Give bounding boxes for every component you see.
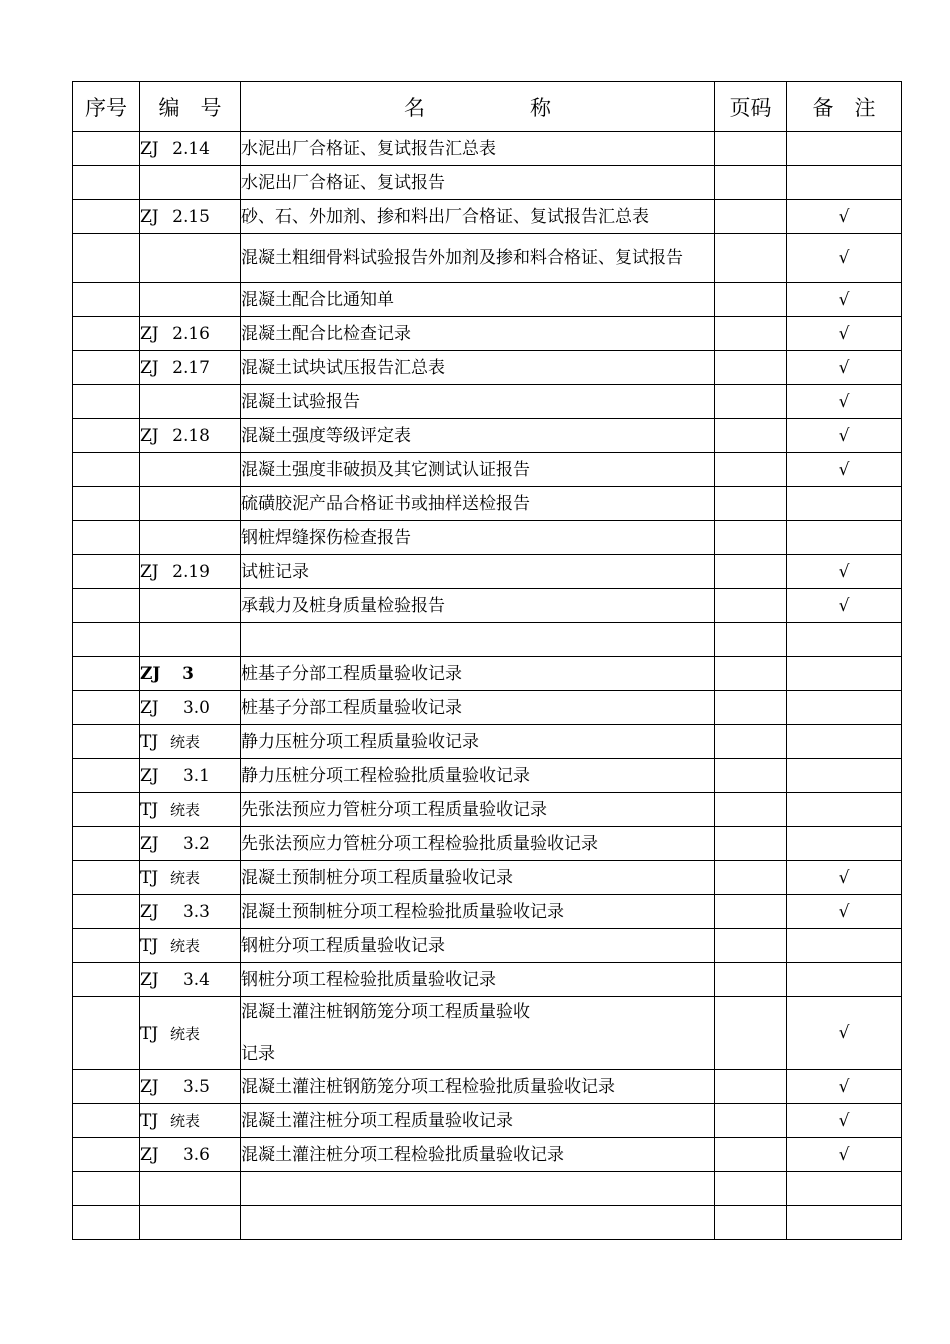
name-cell: 静力压桩分项工程检验批质量验收记录 [241, 759, 715, 793]
name-cell: 先张法预应力管桩分项工程质量验收记录 [241, 793, 715, 827]
page-cell [715, 691, 787, 725]
code-prefix: TJ [140, 936, 159, 956]
code-prefix: TJ [140, 1111, 159, 1131]
page-cell [715, 589, 787, 623]
code-number: 2.18 [172, 425, 210, 446]
code-prefix: ZJ [140, 323, 159, 344]
name-cell: 混凝土粗细骨料试验报告外加剂及掺和料合格证、复试报告 [241, 234, 715, 283]
code-suffix: 统表 [170, 1112, 201, 1130]
seq-cell [73, 200, 140, 234]
code-number: 3.1 [182, 765, 210, 786]
table-row [73, 419, 902, 453]
code-number: 2.16 [172, 323, 210, 344]
code-cell [140, 1070, 241, 1104]
name-cell: 砂、石、外加剂、掺和料出厂合格证、复试报告汇总表 [241, 200, 715, 234]
code-cell [140, 657, 241, 691]
header-note: 备 注 [787, 82, 902, 132]
note-check-mark [787, 691, 902, 725]
page-cell [715, 1070, 787, 1104]
note-check-mark [787, 759, 902, 793]
note-check-mark: √ [787, 861, 902, 895]
code-prefix: ZJ [140, 765, 159, 786]
note-check-mark: √ [787, 555, 902, 589]
table-row [73, 1172, 902, 1206]
note-check-mark [787, 929, 902, 963]
code-prefix: TJ [140, 732, 159, 752]
seq-cell [73, 861, 140, 895]
name-cell: 水泥出厂合格证、复试报告汇总表 [241, 132, 715, 166]
note-check-mark: √ [787, 453, 902, 487]
name-cell: 混凝土配合比通知单 [241, 283, 715, 317]
name-cell: 静力压桩分项工程质量验收记录 [241, 725, 715, 759]
note-check-mark: √ [787, 1104, 902, 1138]
page-cell [715, 487, 787, 521]
code-suffix: 统表 [170, 869, 201, 887]
note-check-mark: √ [787, 1138, 902, 1172]
code-prefix: ZJ [140, 833, 159, 854]
seq-cell [73, 317, 140, 351]
code-cell [140, 827, 241, 861]
table-row [73, 861, 902, 895]
code-number: 2.19 [172, 561, 210, 582]
code-number: 3.5 [182, 1076, 210, 1097]
name-cell: 桩基子分部工程质量验收记录 [241, 691, 715, 725]
page-cell [715, 555, 787, 589]
note-check-mark [787, 623, 902, 657]
table-body [73, 132, 902, 1240]
seq-cell [73, 1138, 140, 1172]
seq-cell [73, 895, 140, 929]
name-cell: 水泥出厂合格证、复试报告 [241, 166, 715, 200]
code-prefix: ZJ [140, 1144, 159, 1165]
seq-cell [73, 453, 140, 487]
table-row [73, 555, 902, 589]
name-cell: 混凝土强度等级评定表 [241, 419, 715, 453]
code-number: 3.2 [182, 833, 210, 854]
code-cell [140, 691, 241, 725]
note-check-mark: √ [787, 283, 902, 317]
code-cell [140, 419, 241, 453]
name-cell: 混凝土灌注桩钢筋笼分项工程检验批质量验收记录 [241, 1070, 715, 1104]
seq-cell [73, 759, 140, 793]
note-check-mark [787, 725, 902, 759]
name-cell: 硫磺胶泥产品合格证书或抽样送检报告 [241, 487, 715, 521]
table-row [73, 725, 902, 759]
code-suffix: 统表 [170, 733, 201, 751]
page-cell [715, 1206, 787, 1240]
seq-cell [73, 929, 140, 963]
seq-cell [73, 487, 140, 521]
note-check-mark: √ [787, 234, 902, 283]
table-row [73, 317, 902, 351]
page-cell [715, 929, 787, 963]
name-cell [241, 1206, 715, 1240]
note-check-mark [787, 166, 902, 200]
seq-cell [73, 385, 140, 419]
table-row [73, 691, 902, 725]
note-check-mark: √ [787, 200, 902, 234]
table-row [73, 1206, 902, 1240]
page-cell [715, 827, 787, 861]
document-index-table [72, 81, 902, 1240]
name-cell [241, 1172, 715, 1206]
table-row [73, 385, 902, 419]
table-row [73, 132, 902, 166]
seq-cell [73, 351, 140, 385]
code-cell [140, 283, 241, 317]
seq-cell [73, 691, 140, 725]
table-row [73, 759, 902, 793]
code-prefix: ZJ [140, 138, 159, 159]
code-suffix: 统表 [170, 937, 201, 955]
code-cell [140, 1138, 241, 1172]
page-cell [715, 234, 787, 283]
page-cell [715, 1172, 787, 1206]
code-cell [140, 895, 241, 929]
note-check-mark [787, 1206, 902, 1240]
seq-cell [73, 793, 140, 827]
table-row [73, 487, 902, 521]
page-cell [715, 419, 787, 453]
code-cell [140, 759, 241, 793]
seq-cell [73, 589, 140, 623]
code-cell [140, 166, 241, 200]
table-row [73, 1138, 902, 1172]
code-cell [140, 521, 241, 555]
table-row [73, 1104, 902, 1138]
header-name: 名 称 [241, 82, 715, 132]
page-cell [715, 351, 787, 385]
note-check-mark [787, 487, 902, 521]
name-cell [241, 997, 715, 1070]
seq-cell [73, 521, 140, 555]
note-check-mark: √ [787, 895, 902, 929]
code-cell [140, 725, 241, 759]
page-cell [715, 623, 787, 657]
name-cell: 钢桩焊缝探伤检查报告 [241, 521, 715, 555]
name-cell: 混凝土试验报告 [241, 385, 715, 419]
page-cell [715, 453, 787, 487]
code-number: 2.15 [172, 206, 210, 227]
note-check-mark [787, 963, 902, 997]
seq-cell [73, 827, 140, 861]
seq-cell [73, 166, 140, 200]
table-row [73, 453, 902, 487]
seq-cell [73, 419, 140, 453]
note-check-mark [787, 1172, 902, 1206]
code-cell [140, 385, 241, 419]
code-cell [140, 1104, 241, 1138]
code-cell [140, 1206, 241, 1240]
page-cell [715, 657, 787, 691]
note-check-mark: √ [787, 1070, 902, 1104]
code-prefix: ZJ [140, 357, 159, 378]
name-cell: 钢桩分项工程质量验收记录 [241, 929, 715, 963]
seq-cell [73, 657, 140, 691]
code-prefix: ZJ [140, 561, 159, 582]
name-cell: 钢桩分项工程检验批质量验收记录 [241, 963, 715, 997]
name-line-1: 混凝土灌注桩钢筋笼分项工程质量验收 [241, 1002, 530, 1022]
table-row [73, 793, 902, 827]
code-cell [140, 132, 241, 166]
header-code: 编 号 [140, 82, 241, 132]
name-cell: 先张法预应力管桩分项工程检验批质量验收记录 [241, 827, 715, 861]
code-suffix: 统表 [170, 801, 201, 819]
header-page: 页码 [715, 82, 787, 132]
page-cell [715, 997, 787, 1070]
table-row [73, 234, 902, 283]
name-cell: 混凝土灌注桩分项工程质量验收记录 [241, 1104, 715, 1138]
code-cell [140, 589, 241, 623]
note-check-mark: √ [787, 997, 902, 1070]
code-cell [140, 351, 241, 385]
code-prefix: ZJ [140, 697, 159, 718]
page-cell [715, 1104, 787, 1138]
code-cell [140, 793, 241, 827]
seq-cell [73, 132, 140, 166]
code-prefix: ZJ [140, 663, 161, 684]
note-check-mark [787, 657, 902, 691]
table-row [73, 963, 902, 997]
page-cell [715, 521, 787, 555]
code-number: 3.3 [182, 901, 210, 922]
code-cell [140, 963, 241, 997]
code-prefix: TJ [140, 868, 159, 888]
seq-cell [73, 1206, 140, 1240]
table-row [73, 200, 902, 234]
page-cell [715, 793, 787, 827]
seq-cell [73, 1104, 140, 1138]
seq-cell [73, 1070, 140, 1104]
code-cell [140, 861, 241, 895]
page-cell [715, 895, 787, 929]
table-row [73, 997, 902, 1070]
note-check-mark [787, 793, 902, 827]
page-cell [715, 317, 787, 351]
code-number: 2.17 [172, 357, 210, 378]
header-seq: 序号 [73, 82, 140, 132]
code-number: 3.0 [182, 697, 210, 718]
note-check-mark: √ [787, 317, 902, 351]
page-cell [715, 759, 787, 793]
seq-cell [73, 623, 140, 657]
note-check-mark [787, 827, 902, 861]
code-cell [140, 234, 241, 283]
code-number: 3.6 [182, 1144, 210, 1165]
note-check-mark [787, 521, 902, 555]
code-cell [140, 453, 241, 487]
code-prefix: TJ [140, 800, 159, 820]
code-number: 3 [182, 663, 194, 684]
code-prefix: TJ [140, 1023, 159, 1044]
code-number: 3.4 [182, 969, 210, 990]
page-cell [715, 132, 787, 166]
name-cell: 混凝土灌注桩分项工程检验批质量验收记录 [241, 1138, 715, 1172]
code-number: 2.14 [172, 138, 210, 159]
table-row [73, 895, 902, 929]
name-cell: 混凝土强度非破损及其它测试认证报告 [241, 453, 715, 487]
note-check-mark: √ [787, 419, 902, 453]
seq-cell [73, 234, 140, 283]
table-header-row [73, 82, 902, 132]
code-cell [140, 555, 241, 589]
table-row [73, 283, 902, 317]
seq-cell [73, 555, 140, 589]
table-row [73, 623, 902, 657]
page-cell [715, 385, 787, 419]
note-check-mark: √ [787, 351, 902, 385]
table-row [73, 1070, 902, 1104]
page-cell [715, 1138, 787, 1172]
page-cell [715, 725, 787, 759]
table-row [73, 521, 902, 555]
code-cell [140, 317, 241, 351]
code-prefix: ZJ [140, 206, 159, 227]
page-cell [715, 200, 787, 234]
name-cell: 混凝土配合比检查记录 [241, 317, 715, 351]
name-cell: 混凝土预制桩分项工程质量验收记录 [241, 861, 715, 895]
code-cell [140, 200, 241, 234]
name-cell [241, 623, 715, 657]
code-cell [140, 1172, 241, 1206]
note-check-mark: √ [787, 589, 902, 623]
table-row [73, 166, 902, 200]
note-check-mark [787, 132, 902, 166]
seq-cell [73, 997, 140, 1070]
seq-cell [73, 283, 140, 317]
code-cell [140, 487, 241, 521]
name-cell: 承载力及桩身质量检验报告 [241, 589, 715, 623]
page-cell [715, 963, 787, 997]
table-row [73, 351, 902, 385]
page-cell [715, 166, 787, 200]
seq-cell [73, 725, 140, 759]
name-cell: 试桩记录 [241, 555, 715, 589]
table-row [73, 657, 902, 691]
code-prefix: ZJ [140, 901, 159, 922]
table-row [73, 929, 902, 963]
table-row [73, 589, 902, 623]
seq-cell [73, 1172, 140, 1206]
code-prefix: ZJ [140, 425, 159, 446]
table-row [73, 827, 902, 861]
name-line-2: 记录 [241, 1044, 275, 1064]
name-cell: 桩基子分部工程质量验收记录 [241, 657, 715, 691]
page-cell [715, 861, 787, 895]
seq-cell [73, 963, 140, 997]
code-prefix: ZJ [140, 1076, 159, 1097]
name-cell: 混凝土试块试压报告汇总表 [241, 351, 715, 385]
code-prefix: ZJ [140, 969, 159, 990]
code-cell [140, 997, 241, 1070]
code-cell [140, 929, 241, 963]
page-cell [715, 283, 787, 317]
note-check-mark: √ [787, 385, 902, 419]
code-cell [140, 623, 241, 657]
code-suffix: 统表 [170, 1024, 201, 1043]
name-cell: 混凝土预制桩分项工程检验批质量验收记录 [241, 895, 715, 929]
